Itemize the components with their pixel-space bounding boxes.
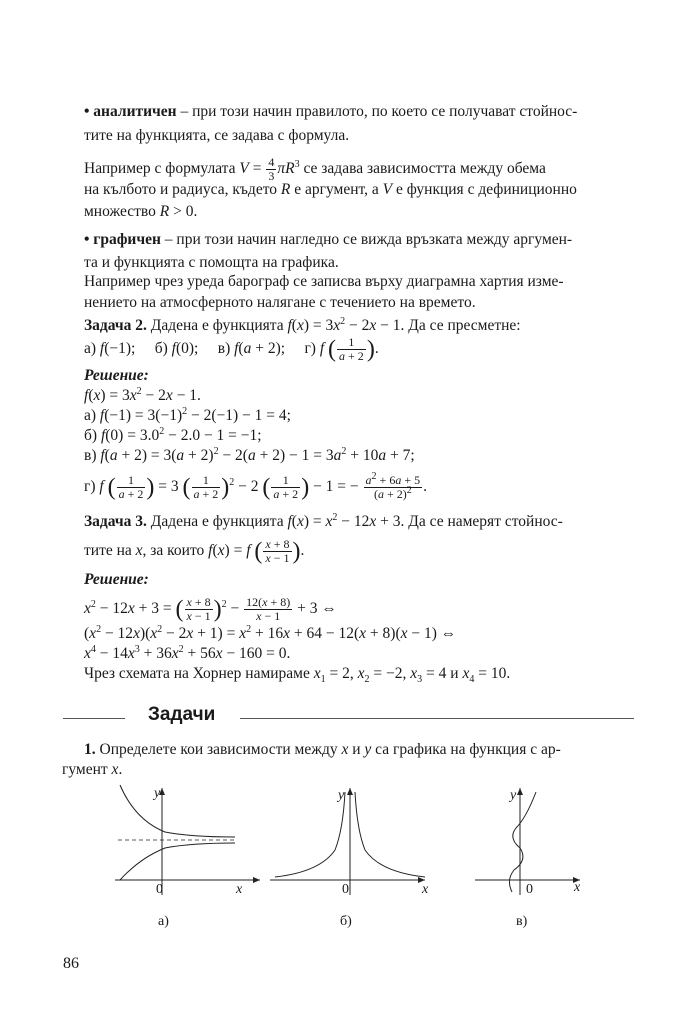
paragraph-analytic-line2: тите на функцията, се задава с формула. — [84, 127, 350, 144]
text: и — [348, 741, 365, 758]
text: Дадена е функцията — [146, 513, 288, 530]
solution-label: Решение: — [84, 367, 149, 384]
graph-b — [265, 780, 435, 900]
text: Чрез схемата на Хорнер намираме — [84, 665, 314, 682]
text: Например с формулата — [84, 160, 240, 178]
term-analytic: • аналитичен — [84, 103, 177, 120]
divider-right — [240, 718, 634, 719]
page-number: 86 — [63, 955, 79, 972]
graph-c-origin: 0 — [526, 882, 533, 897]
solution2-line2: а) $f(-1) = 3(-1)^2 - 2(-1) - 1 = 4$; — [84, 405, 291, 424]
text: тите на — [84, 542, 136, 560]
text: Дадена е функцията — [146, 317, 288, 334]
section-title: Задачи — [148, 704, 216, 725]
graph-b-caption: б) — [340, 914, 352, 929]
exercise1-line1: 1. Определете кои зависимости между x и y са графика на функция с ар- — [84, 741, 561, 758]
graph-c-x-label: x — [574, 880, 581, 895]
text: е аргумент, а — [290, 181, 383, 198]
graph-a — [110, 780, 270, 900]
text: – при този начин нагледно се вижда връзката между аргумен- — [160, 231, 573, 248]
text: и — [446, 665, 463, 682]
item-b: б) — [154, 340, 168, 358]
exercise1-line2: гумент x. — [62, 761, 123, 778]
formula-volume: V — [239, 160, 249, 178]
paragraph-graphic-line2: та и функцията с помощта на графика. — [84, 254, 339, 271]
text: е функция с дефиниционно — [392, 181, 577, 198]
graph-a-y-label: y — [154, 786, 161, 801]
text: са графика на функция с ар- — [371, 741, 561, 758]
solution2-line1: $f(x) = 3x^2 - 2x - 1$. — [84, 385, 201, 404]
divider-left — [63, 718, 125, 719]
text: – при този начин правилото, по което се получават стойнос- — [176, 103, 578, 120]
solution3-line4: Чрез схемата на Хорнер намираме $x_1 = 2$, $x_2 = -2$, $x_3 = 4$ и $x_4 = 10$. — [84, 665, 511, 686]
item-g: г) — [304, 340, 316, 358]
solution2-line3: б) $f(0) = 3.0^2 - 2.0 - 1 = -1$; — [84, 425, 262, 444]
task2-items: а) f(−1); б) f(0); в) f(a + 2); г) f ( $\frac{1}{a + 2}$ ). — [84, 335, 379, 363]
text: . Да се пресметне: — [400, 317, 521, 334]
task3-label: Задача 3. — [84, 513, 147, 530]
graph-b-origin: 0 — [342, 882, 349, 897]
paragraph-example-line1: Например с формулата V = $\frac{4}{3}$ $\pi R^3$ се задава зависимостта между обема — [84, 155, 546, 183]
item-v: в) — [217, 340, 231, 358]
text: , за които — [142, 542, 209, 560]
text: се задава зависимостта между обема — [299, 160, 546, 178]
graph-b-x-label: x — [422, 882, 429, 897]
text: гумент — [62, 761, 112, 778]
graph-a-caption: а) — [158, 914, 169, 929]
paragraph-example-line3: множество R > 0. — [84, 203, 198, 220]
paragraph-analytic-line1 — [84, 102, 577, 122]
paragraph-graphic-line1 — [84, 230, 572, 250]
graph-a-x-label: x — [236, 882, 243, 897]
solution2-line5: г) f ( $\frac{1}{a + 2}$ ) = 3 ( $\frac{1}{a + 2}$ )$^2$ − 2 ( $\frac{1}{a + 2}$ ) − 1 = − $\frac{a^2 + 6a + 5}{(a + 2)^2}$ . — [84, 471, 427, 501]
text: множество — [84, 203, 160, 220]
paragraph-barograph-line2: нението на атмосферното налягане с течението на времето. — [84, 294, 476, 311]
text: на кълбото и радиуса, където — [84, 181, 281, 198]
task2-label: Задача 2. — [84, 317, 147, 334]
solution3-line2: $(x^2 - 12x)(x^2 - 2x + 1) = x^2 + 16x + 64 - 12(x + 8)(x - 1)$ ⇔ — [84, 623, 457, 642]
text: Определете кои зависимости между — [95, 741, 342, 758]
solution3-line1: $x^2 - 12x + 3$ = ( $\frac{x + 8}{x - 1}$ )$^2$ − $\frac{12(x + 8)}{x - 1}$ + 3 ⇔ — [84, 595, 337, 623]
item-a: а) — [84, 340, 97, 358]
task2-statement: Задача 2. Дадена е функцията $f(x) = 3x^2 - 2x - 1$. Да се пресметне: — [84, 315, 521, 334]
paragraph-barograph-line1: Например чрез уреда барограф се записва върху диаграмна хартия изме- — [84, 273, 564, 290]
text: . Да се намерят стойнос- — [400, 513, 563, 530]
graph-a-origin: 0 — [156, 882, 163, 897]
task3-line2: тите на x, за които f(x) = f ( $\frac{x + 8}{x - 1}$ ). — [84, 537, 305, 565]
solution3-label: Решение: — [84, 571, 149, 588]
graph-b-y-label: y — [338, 788, 345, 803]
exercise-number: 1. — [84, 741, 96, 758]
task3-line1: Задача 3. Дадена е функцията $f(x) = x^2 - 12x + 3$. Да се намерят стойнос- — [84, 511, 563, 530]
graph-c-y-label: y — [510, 788, 517, 803]
solution2-line4: в) $f(a + 2) = 3(a + 2)^2 - 2(a + 2) - 1 = 3a^2 + 10a + 7$; — [84, 445, 415, 464]
solution3-line3: $x^4 - 14x^3 + 36x^2 + 56x - 160 = 0$. — [84, 643, 291, 662]
graph-c-caption: в) — [516, 914, 528, 929]
term-graphic: • графичен — [84, 231, 161, 248]
fraction: $\frac{4}{3}$ — [268, 155, 275, 183]
paragraph-example-line2: на кълбото и радиуса, където R е аргумент, а V е функция с дефиниционно — [84, 181, 577, 198]
